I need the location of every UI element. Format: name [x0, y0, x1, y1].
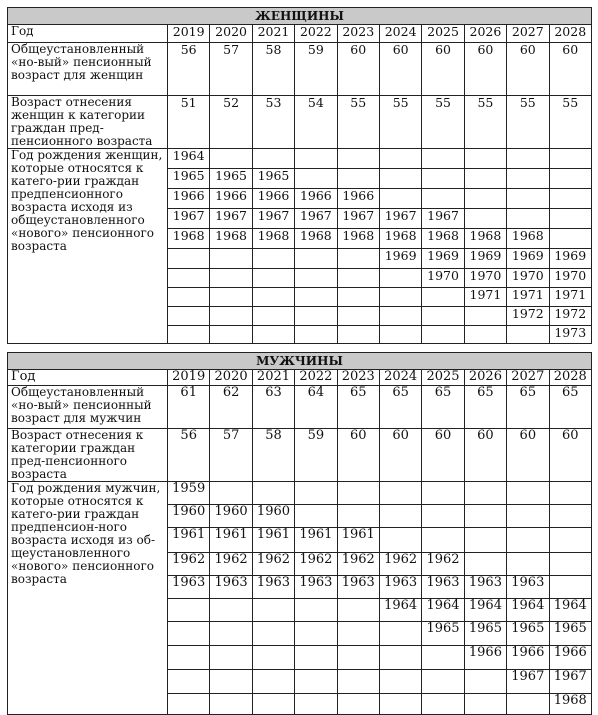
women-birth-year-cell: 1971: [507, 288, 549, 307]
women-year-header: 2025: [422, 25, 464, 43]
women-birth-year-cell: [295, 169, 337, 189]
men-prepension-age-value: 60: [464, 429, 506, 482]
women-birth-year-cell: [210, 269, 252, 288]
men-year-header: 2026: [464, 370, 506, 386]
women-birth-year-cell: 1965: [252, 169, 294, 189]
men-prepension-age-row: [8, 429, 592, 482]
men-birth-year-cell: 1964: [422, 599, 464, 622]
women-birth-year-cell: [168, 249, 210, 269]
men-birth-year-cell: [422, 482, 464, 505]
men-birth-year-cell: [168, 646, 210, 670]
women-birth-year-cell: 1967: [168, 209, 210, 229]
men-birth-year-cell: 1964: [379, 599, 421, 622]
women-birth-year-cell: 1967: [295, 209, 337, 229]
men-birth-year-cell: [379, 694, 421, 715]
men-year-header: 2027: [507, 370, 549, 386]
women-birth-year-cell: 1967: [252, 209, 294, 229]
women-birth-year-cell: [252, 307, 294, 326]
women-birth-year-cell: 1966: [210, 189, 252, 209]
men-birth-year-cell: 1966: [507, 646, 549, 670]
women-prepension-age-value: 55: [549, 96, 591, 149]
women-birth-year-cell: 1967: [379, 209, 421, 229]
men-birth-year-cell: 1967: [507, 670, 549, 694]
men-birth-year-cell: [295, 599, 337, 622]
women-birth-year-cell: [252, 249, 294, 269]
women-prepension-age-value: 51: [168, 96, 210, 149]
women-title-row: [8, 8, 592, 25]
men-birth-year-cell: 1963: [168, 576, 210, 599]
men-birth-year-cell: [549, 576, 591, 599]
women-birth-year-cell: [337, 326, 379, 344]
men-birth-year-cell: [379, 505, 421, 528]
men-title-row: [8, 353, 592, 370]
men-birth-year-cell: [379, 622, 421, 646]
men-birth-year-cell: 1965: [507, 622, 549, 646]
women-year-header: 2026: [464, 25, 506, 43]
men-birth-year-cell: [168, 670, 210, 694]
women-birth-year-cell: 1968: [295, 229, 337, 249]
women-birth-year-cell: 1968: [168, 229, 210, 249]
women-birth-year-cell: 1969: [549, 249, 591, 269]
women-birth-year-cell: [295, 269, 337, 288]
men-birth-year-cell: 1962: [379, 553, 421, 576]
women-birth-year-cell: 1968: [464, 229, 506, 249]
women-prepension-age-value: 55: [464, 96, 506, 149]
men-birth-year-cell: 1966: [464, 646, 506, 670]
women-birth-year-cell: 1970: [464, 269, 506, 288]
men-birth-year-cell: 1961: [295, 528, 337, 553]
men-birth-year-cell: [210, 670, 252, 694]
women-birth-year-cell: 1970: [507, 269, 549, 288]
men-birth-year-cell: [210, 646, 252, 670]
men-birth-year-cell: 1961: [337, 528, 379, 553]
men-prepension-age-value: 60: [422, 429, 464, 482]
men-birth-year-cell: 1963: [464, 576, 506, 599]
men-birth-year-cell: [507, 553, 549, 576]
men-birth-year-cell: [295, 505, 337, 528]
men-birth-year-label: Год рождения мужчин, которые относятся к катего-рии граждан предпенсион-ного возраста исходя из об-щеустановленного «нового» пенсионного возраста: [8, 482, 168, 715]
men-birth-year-cell: 1962: [422, 553, 464, 576]
men-birth-year-cell: [549, 482, 591, 505]
men-year-header: 2019: [168, 370, 210, 386]
men-prepension-age-value: 60: [337, 429, 379, 482]
men-birth-year-cell: [252, 599, 294, 622]
women-birth-year-cell: [422, 307, 464, 326]
men-birth-year-cell: 1961: [252, 528, 294, 553]
men-pension-age-value: 65: [464, 386, 506, 429]
women-birth-year-cell: 1971: [549, 288, 591, 307]
men-birth-year-cell: [168, 622, 210, 646]
men-birth-year-cell: 1961: [210, 528, 252, 553]
men-birth-year-row: [8, 482, 592, 505]
women-birth-year-cell: 1966: [252, 189, 294, 209]
women-birth-year-cell: [252, 149, 294, 169]
women-birth-year-cell: [210, 307, 252, 326]
men-year-label: Год: [8, 370, 168, 386]
men-birth-year-cell: 1963: [252, 576, 294, 599]
women-birth-year-cell: [295, 288, 337, 307]
women-birth-year-cell: [464, 209, 506, 229]
men-year-header: 2023: [337, 370, 379, 386]
women-birth-year-cell: 1969: [464, 249, 506, 269]
men-pension-age-value: 65: [379, 386, 421, 429]
men-birth-year-cell: [464, 694, 506, 715]
men-prepension-age-value: 58: [252, 429, 294, 482]
women-birth-year-cell: 1965: [210, 169, 252, 189]
women-birth-year-cell: [252, 288, 294, 307]
women-birth-year-cell: [507, 326, 549, 344]
women-prepension-age-value: 55: [507, 96, 549, 149]
women-header-row: [8, 25, 592, 43]
women-birth-year-cell: [295, 149, 337, 169]
men-birth-year-cell: 1968: [549, 694, 591, 715]
men-year-header: 2028: [549, 370, 591, 386]
women-pension-age-value: 57: [210, 43, 252, 96]
men-year-header: 2022: [295, 370, 337, 386]
men-birth-year-cell: [464, 553, 506, 576]
men-birth-year-cell: [464, 670, 506, 694]
women-year-label: Год: [8, 25, 168, 43]
men-birth-year-cell: 1962: [295, 553, 337, 576]
men-birth-year-cell: 1960: [168, 505, 210, 528]
men-birth-year-cell: 1963: [422, 576, 464, 599]
men-birth-year-cell: [379, 528, 421, 553]
men-birth-year-cell: [507, 505, 549, 528]
men-birth-year-cell: [295, 622, 337, 646]
men-birth-year-cell: [252, 670, 294, 694]
women-birth-year-cell: [422, 169, 464, 189]
men-birth-year-cell: 1966: [549, 646, 591, 670]
men-birth-year-cell: [422, 505, 464, 528]
women-birth-year-cell: 1968: [210, 229, 252, 249]
women-birth-year-cell: 1966: [295, 189, 337, 209]
men-pension-age-value: 64: [295, 386, 337, 429]
men-birth-year-cell: [422, 646, 464, 670]
women-birth-year-cell: [422, 288, 464, 307]
women-pension-age-row: [8, 43, 592, 96]
women-birth-year-cell: [549, 149, 591, 169]
men-section-title: МУЖЧИНЫ: [8, 353, 592, 370]
men-birth-year-cell: 1961: [168, 528, 210, 553]
women-table: [7, 7, 592, 344]
women-birth-year-cell: [379, 189, 421, 209]
women-birth-year-cell: [379, 288, 421, 307]
women-birth-year-cell: [168, 288, 210, 307]
men-birth-year-cell: [210, 622, 252, 646]
women-birth-year-cell: [210, 149, 252, 169]
men-year-header: 2020: [210, 370, 252, 386]
women-birth-year-cell: 1969: [422, 249, 464, 269]
women-birth-year-cell: [337, 288, 379, 307]
women-pension-age-label: Общеустановленный «но-вый» пенсионный возраст для женщин: [8, 43, 168, 96]
women-birth-year-cell: [295, 326, 337, 344]
men-birth-year-cell: [337, 646, 379, 670]
men-prepension-age-label: Возраст отнесения к категории граждан пред-пенсионного возраста: [8, 429, 168, 482]
men-birth-year-cell: [337, 694, 379, 715]
women-birth-year-cell: [464, 149, 506, 169]
women-birth-year-cell: 1969: [379, 249, 421, 269]
men-birth-year-cell: [379, 646, 421, 670]
women-year-header: 2022: [295, 25, 337, 43]
women-birth-year-cell: [168, 326, 210, 344]
men-birth-year-cell: [168, 694, 210, 715]
women-pension-age-value: 58: [252, 43, 294, 96]
men-birth-year-cell: 1962: [337, 553, 379, 576]
men-birth-year-cell: [295, 646, 337, 670]
women-birth-year-cell: 1965: [168, 169, 210, 189]
women-birth-year-cell: [507, 209, 549, 229]
women-birth-year-cell: 1967: [337, 209, 379, 229]
men-birth-year-cell: 1964: [549, 599, 591, 622]
men-birth-year-cell: 1964: [507, 599, 549, 622]
women-pension-age-value: 60: [549, 43, 591, 96]
men-birth-year-cell: [337, 505, 379, 528]
men-birth-year-cell: [464, 528, 506, 553]
men-birth-year-cell: [507, 482, 549, 505]
men-pension-age-value: 65: [422, 386, 464, 429]
women-birth-year-cell: [168, 307, 210, 326]
women-pension-age-value: 60: [464, 43, 506, 96]
men-birth-year-cell: [379, 482, 421, 505]
men-birth-year-cell: [422, 694, 464, 715]
women-birth-year-cell: [549, 169, 591, 189]
men-birth-year-cell: 1959: [168, 482, 210, 505]
men-birth-year-cell: 1962: [168, 553, 210, 576]
women-birth-year-cell: 1967: [422, 209, 464, 229]
women-birth-year-cell: [379, 149, 421, 169]
women-prepension-age-value: 55: [379, 96, 421, 149]
women-birth-year-row: [8, 149, 592, 169]
men-pension-age-value: 63: [252, 386, 294, 429]
men-pension-age-value: 65: [549, 386, 591, 429]
women-birth-year-cell: [549, 209, 591, 229]
men-pension-age-row: [8, 386, 592, 429]
men-prepension-age-value: 56: [168, 429, 210, 482]
men-birth-year-cell: 1962: [252, 553, 294, 576]
men-birth-year-cell: [464, 482, 506, 505]
women-birth-year-cell: 1972: [549, 307, 591, 326]
men-birth-year-cell: [252, 646, 294, 670]
women-birth-year-cell: 1970: [422, 269, 464, 288]
men-pension-age-value: 65: [337, 386, 379, 429]
women-prepension-age-value: 52: [210, 96, 252, 149]
men-pension-age-label: Общеустановленный «но-вый» пенсионный возраст для мужчин: [8, 386, 168, 429]
women-year-header: 2028: [549, 25, 591, 43]
women-prepension-age-value: 53: [252, 96, 294, 149]
men-birth-year-cell: [549, 528, 591, 553]
men-prepension-age-value: 57: [210, 429, 252, 482]
men-birth-year-cell: [379, 670, 421, 694]
women-birth-year-cell: [379, 269, 421, 288]
women-pension-age-value: 56: [168, 43, 210, 96]
women-birth-year-cell: 1968: [337, 229, 379, 249]
men-birth-year-cell: [295, 670, 337, 694]
women-birth-year-cell: 1970: [549, 269, 591, 288]
men-birth-year-cell: [507, 528, 549, 553]
women-birth-year-cell: [464, 189, 506, 209]
women-birth-year-cell: [464, 326, 506, 344]
women-birth-year-cell: 1966: [168, 189, 210, 209]
men-birth-year-cell: 1963: [337, 576, 379, 599]
men-pension-age-value: 65: [507, 386, 549, 429]
men-birth-year-cell: 1960: [210, 505, 252, 528]
men-prepension-age-value: 60: [507, 429, 549, 482]
women-birth-year-cell: 1964: [168, 149, 210, 169]
men-birth-year-cell: [168, 599, 210, 622]
women-birth-year-cell: [422, 189, 464, 209]
women-birth-year-cell: 1973: [549, 326, 591, 344]
men-prepension-age-value: 60: [549, 429, 591, 482]
men-birth-year-cell: [337, 622, 379, 646]
women-birth-year-cell: [168, 269, 210, 288]
women-section-title: ЖЕНЩИНЫ: [8, 8, 592, 25]
women-birth-year-cell: 1967: [210, 209, 252, 229]
women-birth-year-cell: [295, 249, 337, 269]
men-birth-year-cell: 1964: [464, 599, 506, 622]
women-prepension-age-label: Возраст отнесения женщин к категории граждан пред-пенсионного возраста: [8, 96, 168, 149]
women-year-header: 2024: [379, 25, 421, 43]
women-birth-year-cell: [507, 189, 549, 209]
women-birth-year-cell: [252, 269, 294, 288]
women-birth-year-cell: [422, 149, 464, 169]
women-year-header: 2021: [252, 25, 294, 43]
men-birth-year-cell: [295, 694, 337, 715]
women-birth-year-cell: [464, 307, 506, 326]
women-prepension-age-value: 55: [337, 96, 379, 149]
women-birth-year-cell: [210, 249, 252, 269]
women-birth-year-cell: [337, 307, 379, 326]
women-year-header: 2020: [210, 25, 252, 43]
women-birth-year-cell: [337, 149, 379, 169]
women-birth-year-cell: [337, 169, 379, 189]
men-year-header: 2025: [422, 370, 464, 386]
men-pension-age-value: 61: [168, 386, 210, 429]
women-birth-year-cell: [337, 269, 379, 288]
men-table: [7, 352, 592, 715]
women-birth-year-cell: [379, 307, 421, 326]
women-birth-year-cell: 1966: [337, 189, 379, 209]
women-year-header: 2027: [507, 25, 549, 43]
women-birth-year-cell: 1968: [379, 229, 421, 249]
men-birth-year-cell: 1965: [422, 622, 464, 646]
women-birth-year-label: Год рождения женщин, которые относятся к катего-рии граждан предпенсионного возраста исходя из общеустановленного «нового» пенсионного возраста: [8, 149, 168, 344]
women-birth-year-cell: [422, 326, 464, 344]
men-birth-year-cell: 1963: [295, 576, 337, 599]
men-year-header: 2021: [252, 370, 294, 386]
women-birth-year-cell: 1968: [422, 229, 464, 249]
women-pension-age-value: 60: [337, 43, 379, 96]
men-birth-year-cell: 1965: [464, 622, 506, 646]
men-birth-year-cell: [507, 694, 549, 715]
women-birth-year-cell: [379, 326, 421, 344]
women-prepension-age-row: [8, 96, 592, 149]
women-birth-year-cell: 1968: [507, 229, 549, 249]
women-prepension-age-value: 54: [295, 96, 337, 149]
men-prepension-age-value: 60: [379, 429, 421, 482]
women-birth-year-cell: [295, 307, 337, 326]
men-birth-year-cell: [337, 482, 379, 505]
women-pension-age-value: 60: [379, 43, 421, 96]
men-birth-year-cell: [252, 482, 294, 505]
women-prepension-age-value: 55: [422, 96, 464, 149]
women-birth-year-cell: [549, 189, 591, 209]
women-birth-year-cell: 1972: [507, 307, 549, 326]
men-birth-year-cell: [422, 670, 464, 694]
women-year-header: 2019: [168, 25, 210, 43]
men-birth-year-cell: 1967: [549, 670, 591, 694]
women-birth-year-cell: 1971: [464, 288, 506, 307]
men-birth-year-cell: [337, 599, 379, 622]
men-birth-year-cell: 1963: [507, 576, 549, 599]
women-birth-year-cell: [210, 326, 252, 344]
men-birth-year-cell: [252, 622, 294, 646]
men-birth-year-cell: [464, 505, 506, 528]
men-prepension-age-value: 59: [295, 429, 337, 482]
men-birth-year-cell: 1962: [210, 553, 252, 576]
women-birth-year-cell: 1968: [252, 229, 294, 249]
women-birth-year-cell: [464, 169, 506, 189]
men-birth-year-cell: [422, 528, 464, 553]
men-header-row: [8, 370, 592, 386]
women-pension-age-value: 59: [295, 43, 337, 96]
women-year-header: 2023: [337, 25, 379, 43]
women-birth-year-cell: [507, 149, 549, 169]
women-birth-year-cell: [379, 169, 421, 189]
men-birth-year-cell: [210, 599, 252, 622]
women-birth-year-cell: [252, 326, 294, 344]
men-birth-year-cell: [337, 670, 379, 694]
women-birth-year-cell: [337, 249, 379, 269]
men-birth-year-cell: [210, 694, 252, 715]
men-birth-year-cell: 1960: [252, 505, 294, 528]
women-birth-year-cell: [210, 288, 252, 307]
men-pension-age-value: 62: [210, 386, 252, 429]
women-birth-year-cell: [507, 169, 549, 189]
men-birth-year-cell: [549, 553, 591, 576]
men-birth-year-cell: [549, 505, 591, 528]
women-pension-age-value: 60: [422, 43, 464, 96]
men-birth-year-cell: 1965: [549, 622, 591, 646]
women-birth-year-cell: [549, 229, 591, 249]
men-birth-year-cell: [295, 482, 337, 505]
women-pension-age-value: 60: [507, 43, 549, 96]
men-birth-year-cell: 1963: [210, 576, 252, 599]
men-birth-year-cell: 1963: [379, 576, 421, 599]
men-birth-year-cell: [252, 694, 294, 715]
men-year-header: 2024: [379, 370, 421, 386]
men-birth-year-cell: [210, 482, 252, 505]
women-birth-year-cell: 1969: [507, 249, 549, 269]
